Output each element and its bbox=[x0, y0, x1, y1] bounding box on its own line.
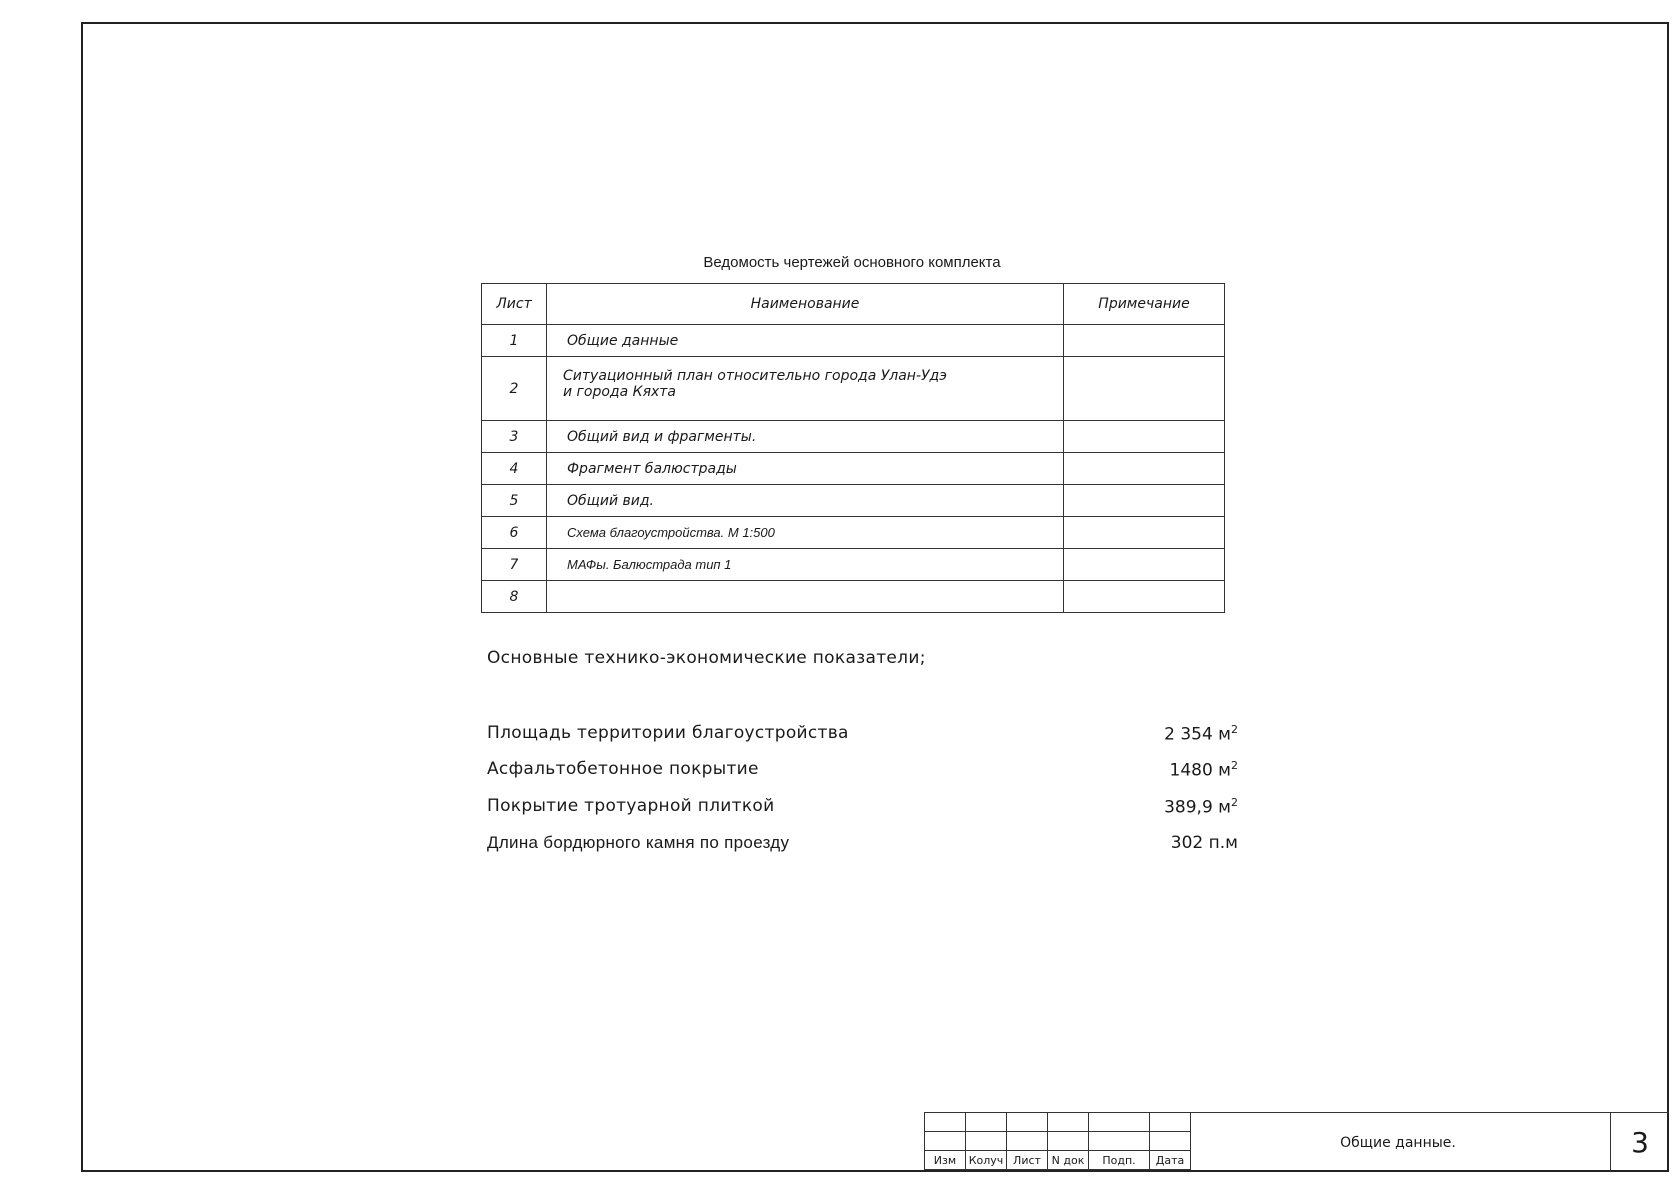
stamp-title: Общие данные. bbox=[1186, 1112, 1610, 1173]
row-name: Схема благоустройства. М 1:500 bbox=[547, 517, 1064, 549]
header-note: Примечание bbox=[1064, 284, 1225, 325]
table-row bbox=[482, 357, 1225, 421]
indicator-value-text: 2 354 м bbox=[1164, 724, 1231, 745]
row-num: 6 bbox=[482, 517, 547, 549]
indicators-title: Основные технико-экономические показатели; bbox=[487, 648, 926, 668]
stamp-col-data: Дата bbox=[1150, 1151, 1191, 1170]
stamp-row bbox=[925, 1113, 1191, 1132]
row-note bbox=[1064, 517, 1225, 549]
sheet-number: 3 bbox=[1610, 1112, 1669, 1172]
row-note bbox=[1064, 549, 1225, 581]
row-name: Общий вид. bbox=[547, 485, 1064, 517]
stamp-col-ndok: N док bbox=[1048, 1151, 1089, 1170]
indicator-value bbox=[1171, 833, 1238, 853]
row-num: 7 bbox=[482, 549, 547, 581]
row-name: Общий вид и фрагменты. bbox=[547, 421, 1064, 453]
stamp-col-izm: Изм bbox=[925, 1151, 966, 1170]
indicator-value bbox=[1164, 796, 1238, 818]
row-name bbox=[547, 581, 1064, 613]
row-name bbox=[547, 357, 1064, 421]
table-row bbox=[482, 421, 1225, 453]
table-header-row bbox=[482, 284, 1225, 325]
row-num: 1 bbox=[482, 325, 547, 357]
row-note bbox=[1064, 485, 1225, 517]
stamp-header-row bbox=[925, 1151, 1191, 1170]
header-name: Наименование bbox=[547, 284, 1064, 325]
header-sheet: Лист bbox=[482, 284, 547, 325]
indicator-value-text: 389,9 м bbox=[1164, 797, 1231, 818]
row-name-line-1: Ситуационный план относительно города Улан-Удэ bbox=[563, 367, 947, 384]
table-row bbox=[482, 453, 1225, 485]
table-row bbox=[482, 517, 1225, 549]
stamp-row bbox=[925, 1132, 1191, 1151]
indicator-value-exponent: 2 bbox=[1231, 723, 1238, 736]
row-num: 3 bbox=[482, 421, 547, 453]
stamp-col-list: Лист bbox=[1007, 1151, 1048, 1170]
indicator-value bbox=[1170, 759, 1239, 781]
indicator-value-exponent: 2 bbox=[1231, 796, 1238, 809]
indicator-label: Покрытие тротуарной плиткой bbox=[487, 796, 775, 816]
table-row bbox=[482, 549, 1225, 581]
indicator-label: Длина бордюрного камня по проезду bbox=[487, 833, 790, 852]
vedomost-title: Ведомость чертежей основного комплекта bbox=[703, 254, 1001, 271]
row-note bbox=[1064, 421, 1225, 453]
title-block-grid bbox=[924, 1112, 1191, 1170]
indicator-label: Площадь территории благоустройства bbox=[487, 723, 849, 743]
row-num: 4 bbox=[482, 453, 547, 485]
indicator-value-exponent: 2 bbox=[1231, 759, 1238, 772]
row-num: 8 bbox=[482, 581, 547, 613]
stamp-col-podp: Подп. bbox=[1089, 1151, 1150, 1170]
row-name: Общие данные bbox=[547, 325, 1064, 357]
row-note bbox=[1064, 357, 1225, 421]
stamp-col-koluch: Колуч bbox=[966, 1151, 1007, 1170]
indicator-value bbox=[1164, 723, 1238, 745]
row-note bbox=[1064, 581, 1225, 613]
row-num: 2 bbox=[482, 357, 547, 421]
indicator-value-text: 302 п.м bbox=[1170, 833, 1238, 853]
table-row bbox=[482, 325, 1225, 357]
row-name: МАФы. Балюстрада тип 1 bbox=[547, 549, 1064, 581]
table-row bbox=[482, 581, 1225, 613]
row-note bbox=[1064, 325, 1225, 357]
row-name: Фрагмент балюстрады bbox=[547, 453, 1064, 485]
row-name-line-2: и города Кяхта bbox=[563, 383, 677, 400]
row-num: 5 bbox=[482, 485, 547, 517]
table-row bbox=[482, 485, 1225, 517]
row-note bbox=[1064, 453, 1225, 485]
indicator-label: Асфальтобетонное покрытие bbox=[487, 759, 759, 779]
indicator-value-text: 1480 м bbox=[1169, 760, 1231, 781]
vedomost-table bbox=[481, 283, 1225, 613]
